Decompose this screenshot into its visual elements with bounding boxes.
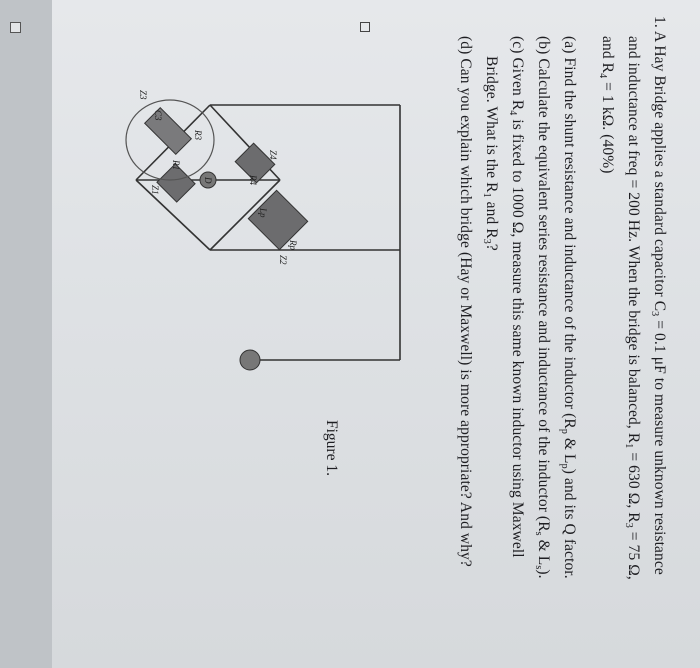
question-line-2: and inductance at freq = 200 Hz. When the bridge is balanced, $R_1 = 630$ Ω, $R_3 = 75$ Ω, <box>623 36 642 580</box>
label-z2: Z2 <box>278 255 288 265</box>
question-number: 1. <box>651 16 668 28</box>
label-z1: Z1 <box>150 185 160 195</box>
part-c-line-2: Bridge. What is the $R_1$ and $R_3$? <box>481 56 500 251</box>
part-c-line-1: (c) Given $R_4$ is fixed to 1000 Ω, measure this same known inductor using Maxwell <box>507 36 526 558</box>
label-d: D <box>203 177 213 184</box>
document-page <box>52 0 700 668</box>
label-lp: Lp <box>258 208 268 218</box>
label-rp: Rp <box>288 240 298 250</box>
figure-caption: Figure 1. <box>323 420 340 476</box>
question-line-1: 1. A Hay Bridge applies a standard capacitor $C_3 = 0.1$ μF to measure unknown resistance <box>649 16 668 575</box>
hay-bridge-diagram <box>52 0 700 668</box>
part-a: (a) Find the shunt resistance and inductance of the inductor ($R_p$ & $L_p$) and its Q factor. <box>559 36 578 579</box>
ac-source <box>240 350 260 370</box>
label-r4: R4 <box>248 175 258 185</box>
label-z4: Z4 <box>268 150 278 160</box>
component-z2 <box>248 190 307 249</box>
part-d: (d) Can you explain which bridge (Hay or Maxwell) is more appropriate? And why? <box>457 36 474 567</box>
question-line-3: and $R_4 = 1$ kΩ. (40%) <box>597 36 616 174</box>
part-b: (b) Calculate the equivalent series resistance and inductance of the inductor ($R_s$ & $L_s$). <box>533 36 552 579</box>
label-z3: Z3 <box>138 90 148 100</box>
sidebar-checkbox[interactable] <box>10 22 21 33</box>
label-c3: C3 <box>153 110 163 121</box>
rotated-page-content <box>52 0 700 668</box>
sidebar <box>0 0 53 668</box>
label-r1: R1 <box>171 160 181 170</box>
label-r3: R3 <box>193 130 203 140</box>
